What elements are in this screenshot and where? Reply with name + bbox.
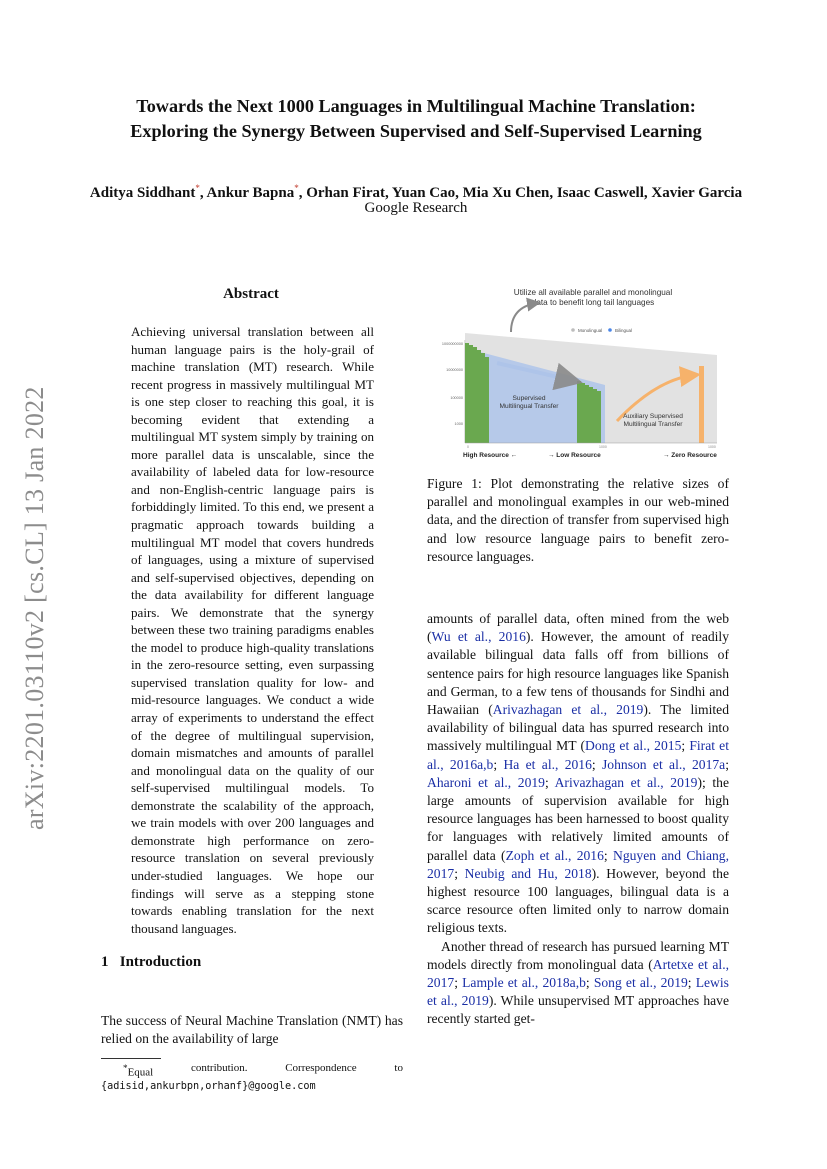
caption-label: Figure 1: <box>427 476 482 491</box>
figure-headline-1: Utilize all available parallel and monolingual <box>513 288 673 297</box>
x-tick-1: 0 <box>467 445 469 449</box>
bilingual-bar <box>469 345 473 443</box>
x-tick-2: 1000 <box>599 445 607 449</box>
zero-resource-bar <box>699 366 704 443</box>
paper-title <box>60 94 772 144</box>
footnote-word-1: Equal <box>127 1066 154 1079</box>
figure-1-illustration <box>427 283 729 463</box>
legend-bilingual: Bilingual <box>615 328 633 333</box>
citation-link[interactable]: Neubig and Hu, 2018 <box>464 865 592 881</box>
citation-link[interactable]: Artetxe et al., 2017 <box>427 956 729 991</box>
axis-label-high-resource: High Resource ← <box>463 452 518 459</box>
affiliation: Google Research <box>364 200 468 216</box>
figure-headline-2: data to benefit long tail languages <box>531 298 655 307</box>
abstract-text: Achieving universal translation between all human language pairs is the holy-grail of machine translation (MT) research. While recent progress in massively multilingual MT is one step closer to reaching this goal, it is becoming evident that extending a multilingual MT system simply by training on more parallel data is unscalable, since the availability of labeled data for low-resource and non-English-centric language pairs is forbiddingly limited. To this end, we present a pragmatic approach towards building a multilingual MT model that covers hundreds of languages, using a mixture of supervised and self-supervised objectives, depending on the data availability for different language pairs. We demonstrate that the synergy between these two training paradigms enables the model to produce high-quality translations in the zero-resource setting, even surpassing supervised translation quality for low- and mid-resource languages. We conduct a wide array of experiments to understand the effect of the degree of multilingual supervision, domain mismatches and amounts of parallel and monolingual data on the quality of our self-supervised multilingual models. To demonstrate the scalability of the approach, we train models with over 200 languages and demonstrate high performance on zero-resource translation on several previously under-studied languages. We hope our findings will serve as a stepping stone towards enabling translation for the next thousand languages. <box>131 324 374 936</box>
figure-1-caption <box>427 475 729 566</box>
introduction-text: The success of Neural Machine Translation (NMT) has relied on the availability of large <box>101 1013 403 1047</box>
citation-link[interactable]: Firat et al., 2016a,b <box>427 738 729 772</box>
citation-link[interactable]: Arivazhagan et al., 2019 <box>492 702 644 718</box>
citation-link[interactable]: Wu et al., 2016 <box>431 629 526 645</box>
arxiv-identifier: arXiv:2201.03110v2 [cs.CL] 13 Jan 2022 <box>20 386 49 830</box>
label-aux-1: Auxiliary Supervised <box>623 413 683 420</box>
caption-text: Plot demonstrating the relative sizes of parallel and monolingual examples in our web-mined data, and the direction of transfer from supervised high and low resource language pairs to benefit zero-resource languages. <box>427 476 729 564</box>
bilingual-bar <box>481 353 485 443</box>
citation-link[interactable]: Song et al., 2019 <box>593 975 688 991</box>
label-aux-2: Multilingual Transfer <box>623 421 683 428</box>
title-line-2: Exploring the Synergy Between Supervised and Self-Supervised Learning <box>130 121 702 141</box>
y-tick-3: 100000 <box>450 396 463 400</box>
citation-link[interactable]: Lample et al., 2018a,b <box>462 975 586 991</box>
section-heading-introduction <box>101 954 201 971</box>
abstract-heading: Abstract <box>223 286 279 302</box>
y-tick-4: 1000 <box>454 422 463 426</box>
bilingual-bar <box>597 391 601 443</box>
legend-swatch-bilingual <box>608 328 612 332</box>
footnote <box>101 1061 403 1094</box>
label-supervised-1: Supervised <box>512 395 546 402</box>
footnote-word-3: Correspondence <box>285 1062 357 1074</box>
title-line-1: Towards the Next 1000 Languages in Multilingual Machine Translation: <box>136 96 696 116</box>
citation-link[interactable]: Lewis et al., 2019 <box>427 975 729 1009</box>
citation-link[interactable]: Nguyen and Chiang, 2017 <box>427 847 729 881</box>
bilingual-bar <box>589 387 593 443</box>
curved-arrow-gray <box>511 303 537 332</box>
bilingual-bar <box>581 383 585 443</box>
other-authors: , Orhan Firat, Yuan Cao, Mia Xu Chen, Isaac Caswell, Xavier Garcia <box>298 185 743 201</box>
label-supervised-2: Multilingual Transfer <box>499 403 559 410</box>
bilingual-bar <box>577 381 581 443</box>
section-title: Introduction <box>119 954 202 970</box>
equal-contrib-mark-1[interactable]: * <box>195 183 200 193</box>
footnote-mark: * <box>123 1063 128 1073</box>
section-number: 1 <box>101 954 109 970</box>
intro-paragraph-1: amounts of parallel data, often mined from the web (Wu et al., 2016). However, the amount of readily available bilingual data falls off from billions of sentence pairs for high resource languages like Spanish and German, to a few tens of thousands for Sindhi and Hawaiian (Arivazhagan et al., 2019). The limited availability of bilingual data has spurred research into massively multilingual MT (Dong et al., 2015; Firat et al., 2016a,b; Ha et al., 2016; Johnson et al., 2017a; Aharoni et al., 2019; Arivazhagan et al., 2019); the large amounts of supervision available for high resource languages has been harnessed to boost quality for languages with relatively limited amounts of parallel data (Zoph et al., 2016; Nguyen and Chiang, 2017; Neubig and Hu, 2018). However, beyond the highest resource 100 languages, bilingual data is a scarce resource often limited only to narrow domain religious texts. <box>427 611 730 936</box>
legend-swatch-monolingual <box>571 328 575 332</box>
bilingual-bar <box>477 350 481 443</box>
citation-link[interactable]: Zoph et al., 2016 <box>505 847 604 863</box>
intro-paragraph-2: Another thread of research has pursued learning MT models directly from monolingual data (Artetxe et al., 2017; Lample et al., 2018a,b; Song et al., 2019; Lewis et al., 2019). While unsupervised MT approaches have recently started get- <box>427 938 729 1027</box>
citation-link[interactable]: Dong et al., 2015 <box>585 738 682 754</box>
footnote-word-2: contribution. <box>190 1062 248 1074</box>
citation-link[interactable]: Aharoni et al., 2019 <box>427 774 545 790</box>
bilingual-bar <box>485 357 489 443</box>
axis-label-zero-resource: → Zero Resource <box>663 452 717 459</box>
footnote-word-4: to <box>394 1062 403 1074</box>
author-2: , Ankur Bapna <box>199 185 295 201</box>
bilingual-bar <box>465 343 469 443</box>
author-1: Aditya Siddhant <box>89 185 196 201</box>
figure-1 <box>427 283 729 463</box>
bilingual-bar <box>473 347 477 443</box>
citation-link[interactable]: Ha et al., 2016 <box>503 756 592 772</box>
bilingual-bar <box>593 389 597 443</box>
equal-contrib-mark-2[interactable]: * <box>294 183 299 193</box>
y-tick-2: 10000000 <box>446 368 463 372</box>
citation-link[interactable]: Arivazhagan et al., 2019 <box>554 774 698 790</box>
axis-label-low-resource: → Low Resource <box>548 452 601 459</box>
right-column-text <box>427 610 729 1029</box>
citation-link[interactable]: Johnson et al., 2017a <box>602 756 726 772</box>
correspondence-emails[interactable]: {adisid,ankurbpn,orhanf}@google.com <box>101 1080 316 1092</box>
legend-monolingual: Monolingual <box>578 328 603 333</box>
footnote-rule <box>101 1058 161 1059</box>
y-tick-1: 1000000000 <box>441 342 463 346</box>
x-tick-3: 1000 <box>708 445 716 449</box>
bilingual-bar <box>585 385 589 443</box>
